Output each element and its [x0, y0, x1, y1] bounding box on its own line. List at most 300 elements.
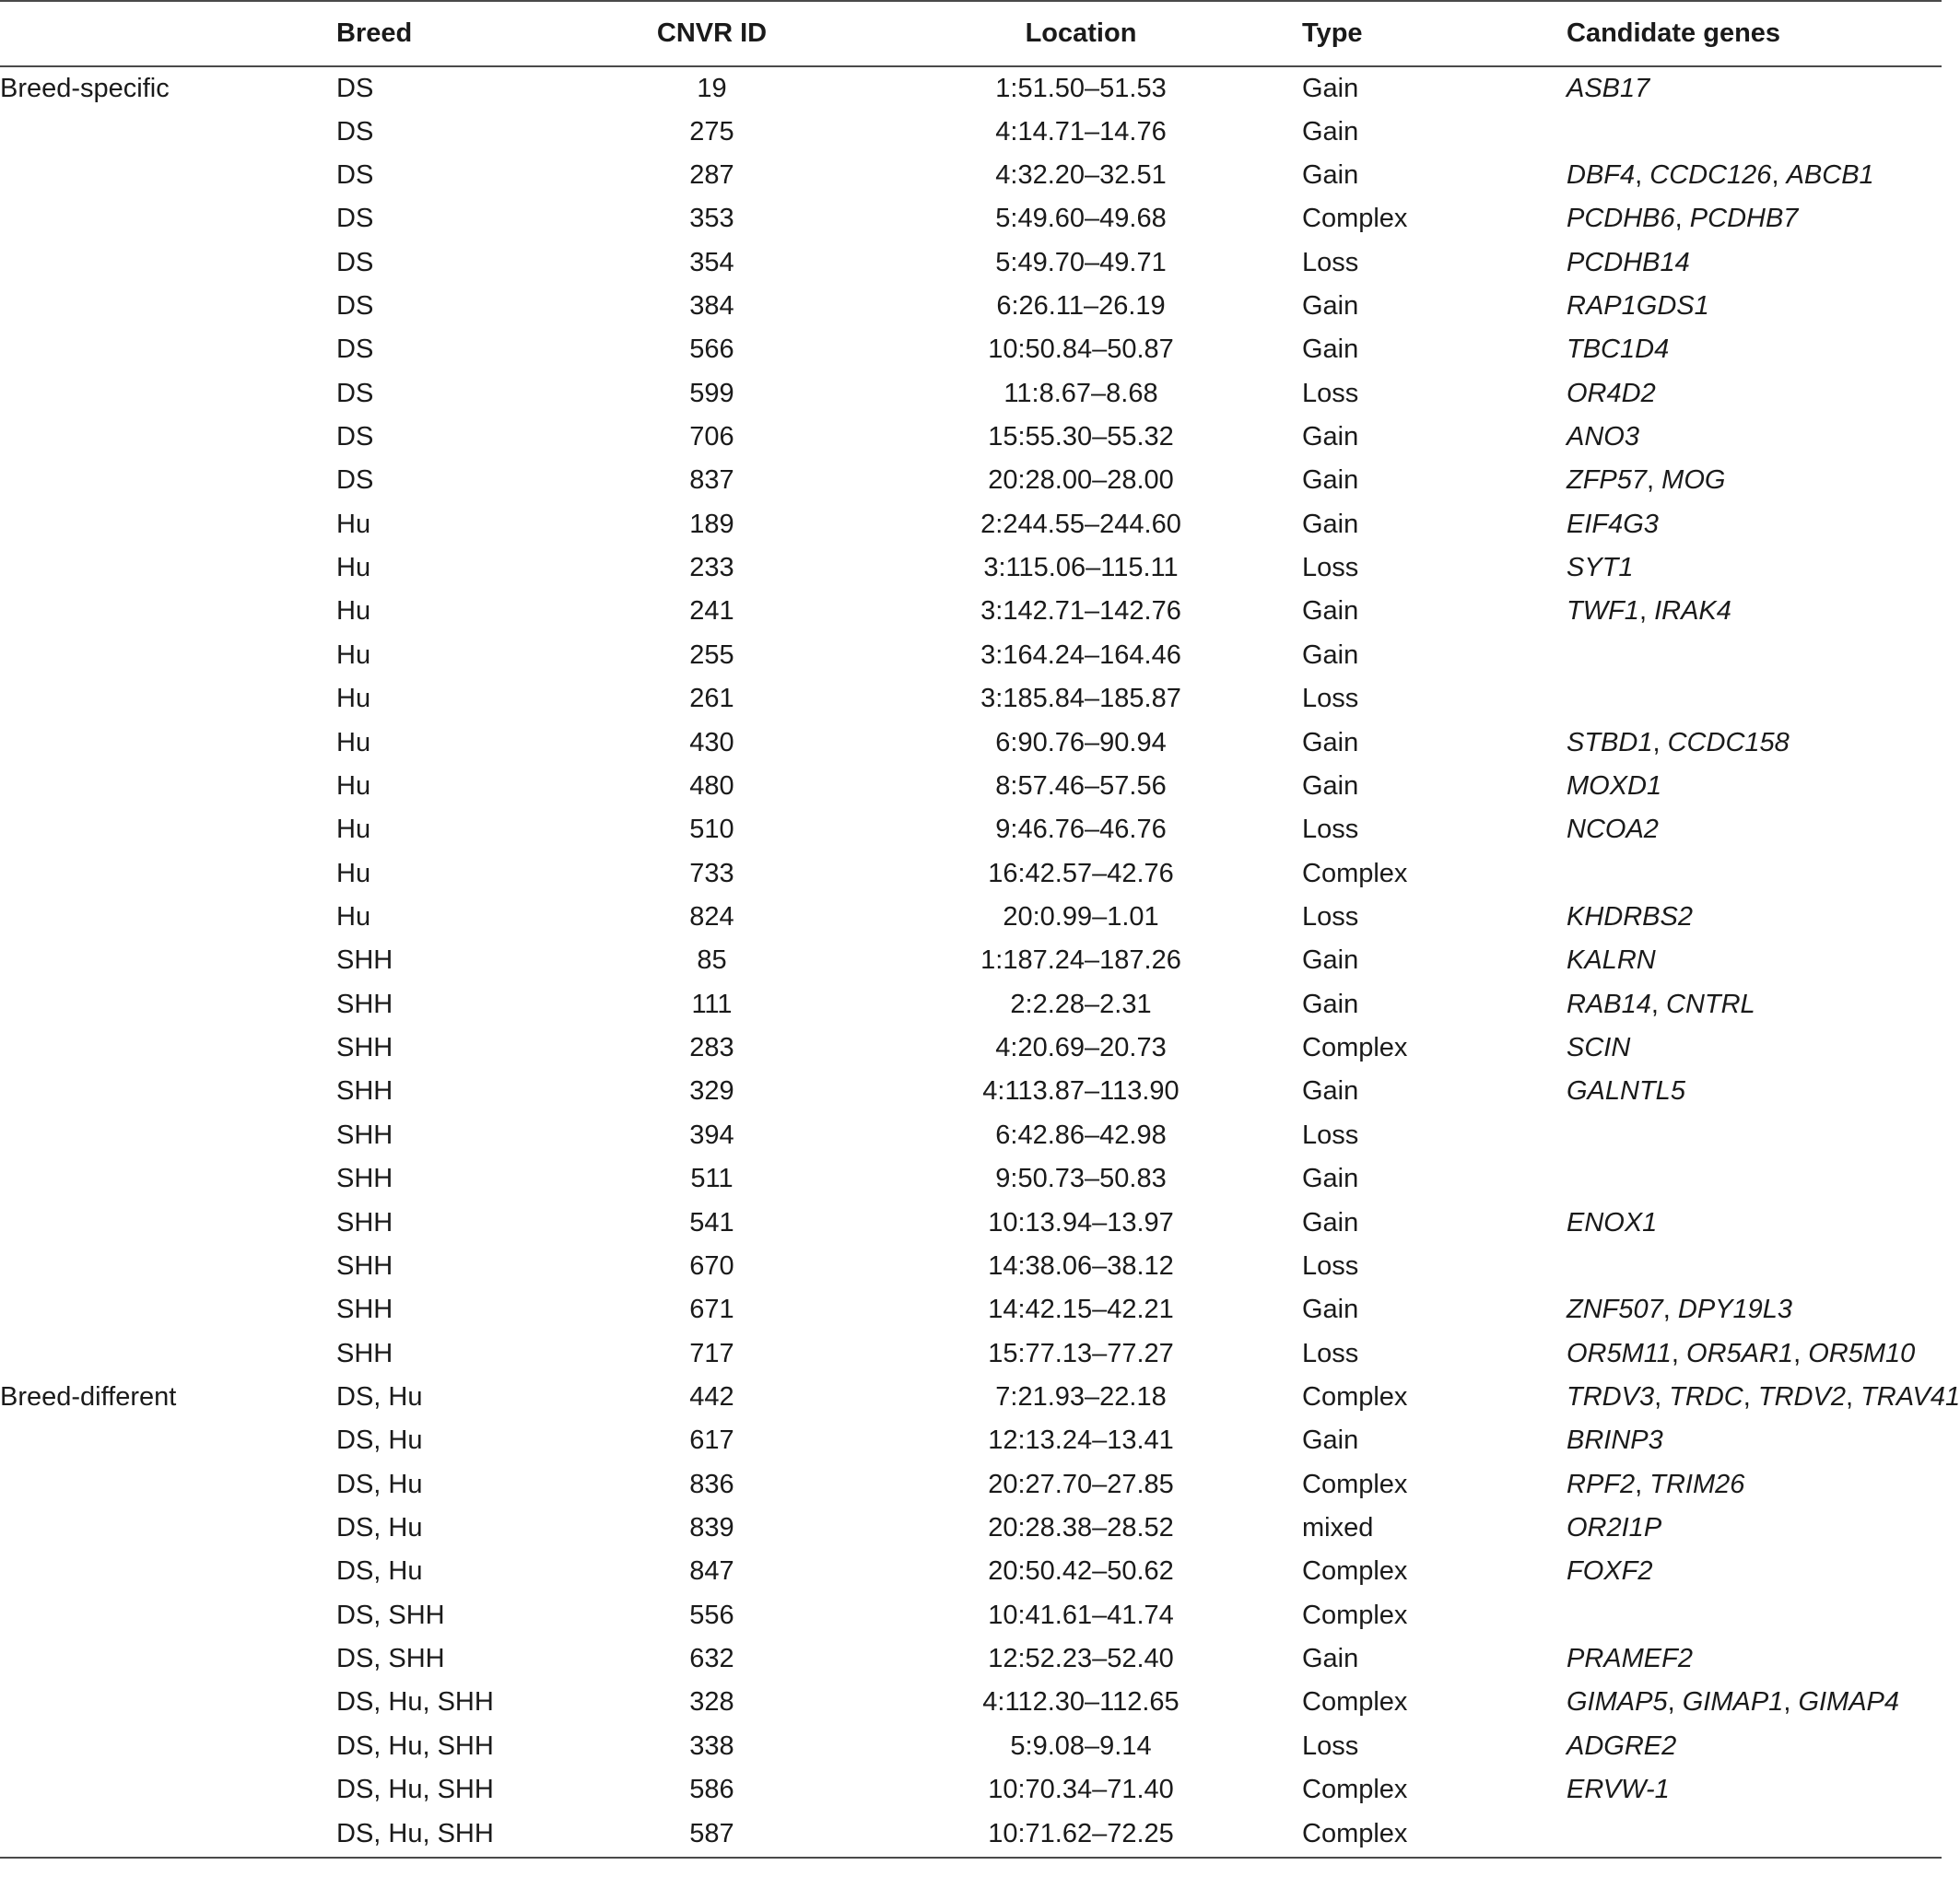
location-cell: 10:50.84–50.87	[988, 334, 1174, 365]
candidate-genes-cell	[1567, 939, 1942, 982]
candidate-genes-cell	[1567, 634, 1942, 677]
table-row	[0, 1550, 1942, 1593]
cnvr-id-cell: 233	[689, 553, 734, 583]
table-row	[0, 1331, 1942, 1375]
location-cell: 4:32.20–32.51	[995, 159, 1167, 190]
type-cell: Complex	[1302, 1812, 1567, 1858]
gene-separator: ,	[1667, 1687, 1683, 1718]
group-cell	[0, 240, 336, 284]
candidate-genes-cell	[1567, 1550, 1942, 1593]
group-cell	[0, 285, 336, 328]
type-cell: Gain	[1302, 290, 1359, 321]
group-cell	[0, 197, 336, 240]
candidate-genes-cell	[1567, 896, 1942, 939]
gene-name: ERVW-1	[1567, 1775, 1670, 1805]
cnvr-id-cell: 329	[689, 1076, 734, 1107]
gene-name: NCOA2	[1567, 815, 1659, 845]
cnvr-id-cell: 599	[689, 378, 734, 408]
gene-name: OR5AR1	[1686, 1338, 1794, 1368]
breed-cell: Hu	[336, 553, 371, 583]
location-cell: 20:27.70–27.85	[988, 1469, 1174, 1499]
group-cell	[0, 634, 336, 677]
cnvr-id-cell: 384	[689, 290, 734, 321]
gene-name: RAB14	[1567, 989, 1651, 1019]
cnvr-id-cell: 480	[689, 770, 734, 801]
location-cell: 3:142.71–142.76	[980, 596, 1181, 627]
location-cell: 7:21.93–22.18	[995, 1381, 1167, 1412]
header-breed: Breed	[336, 1, 564, 66]
gene-name: MOG	[1661, 465, 1726, 496]
table-row	[0, 110, 1942, 153]
location-cell: 4:14.71–14.76	[995, 116, 1167, 147]
group-cell	[0, 721, 336, 764]
cnvr-id-cell: 85	[697, 945, 727, 976]
location-cell: 1:187.24–187.26	[980, 945, 1181, 976]
table-row	[0, 66, 1942, 110]
location-cell: 5:9.08–9.14	[1010, 1730, 1152, 1761]
table-row	[0, 765, 1942, 808]
candidate-genes-cell	[1567, 1725, 1942, 1768]
candidate-genes-cell	[1567, 677, 1942, 721]
location-cell: 5:49.70–49.71	[995, 247, 1167, 277]
type-cell: Complex	[1302, 1600, 1408, 1630]
type-cell: Gain	[1302, 596, 1359, 627]
table-row	[0, 416, 1942, 459]
gene-name: OR4D2	[1567, 378, 1656, 408]
location-cell: 14:42.15–42.21	[988, 1295, 1174, 1325]
candidate-genes-cell	[1567, 1114, 1942, 1157]
candidate-genes-cell	[1567, 765, 1942, 808]
type-cell: Loss	[1302, 378, 1359, 408]
type-cell: Gain	[1302, 1076, 1359, 1107]
cnvr-id-cell: 19	[697, 73, 727, 103]
gene-name: OR5M11	[1567, 1338, 1672, 1368]
cnvr-id-cell: 632	[689, 1644, 734, 1674]
group-cell	[0, 1114, 336, 1157]
candidate-genes-cell	[1567, 459, 1942, 502]
gene-name: KHDRBS2	[1567, 902, 1693, 932]
table-row	[0, 459, 1942, 502]
group-cell	[0, 1463, 336, 1507]
cnvr-id-cell: 566	[689, 334, 734, 365]
type-cell: Loss	[1302, 553, 1359, 583]
type-cell: Gain	[1302, 334, 1359, 365]
breed-cell: DS, Hu	[336, 1469, 423, 1499]
gene-name: PCDHB14	[1567, 247, 1690, 277]
candidate-genes-cell	[1567, 1768, 1942, 1812]
gene-name: TRDV3	[1567, 1381, 1655, 1412]
cnvr-id-cell: 847	[689, 1556, 734, 1587]
location-cell: 1:51.50–51.53	[995, 73, 1167, 103]
location-cell: 10:71.62–72.25	[860, 1812, 1302, 1858]
candidate-genes-cell	[1567, 197, 1942, 240]
table-row	[0, 372, 1942, 416]
cnvr-id-cell: 839	[689, 1513, 734, 1543]
gene-name: DBF4	[1567, 159, 1636, 190]
table-row	[0, 1026, 1942, 1070]
cnvr-id-cell: 255	[689, 639, 734, 670]
gene-separator: ,	[1783, 1687, 1799, 1718]
cnvr-id-cell: 189	[689, 509, 734, 539]
location-cell: 9:46.76–46.76	[995, 815, 1167, 845]
type-cell: mixed	[1302, 1513, 1374, 1543]
gene-name: FOXF2	[1567, 1556, 1653, 1587]
cnvr-id-cell: 394	[689, 1120, 734, 1150]
location-cell: 20:50.42–50.62	[988, 1556, 1174, 1587]
table-row	[0, 939, 1942, 982]
candidate-genes-cell	[1567, 1288, 1942, 1331]
cnvr-id-cell: 354	[689, 247, 734, 277]
table-row	[0, 590, 1942, 633]
gene-separator: ,	[1845, 1381, 1861, 1412]
location-cell: 10:41.61–41.74	[988, 1600, 1174, 1630]
breed-cell: DS, SHH	[336, 1600, 445, 1630]
location-cell: 11:8.67–8.68	[1003, 378, 1158, 408]
group-cell	[0, 939, 336, 982]
breed-cell: DS, Hu	[336, 1425, 423, 1456]
table-row	[0, 240, 1942, 284]
cnvr-id-cell: 586	[689, 1775, 734, 1805]
cnvr-id-cell: 670	[689, 1250, 734, 1281]
cnvr-id-cell: 587	[564, 1812, 860, 1858]
location-cell: 4:20.69–20.73	[995, 1033, 1167, 1063]
group-cell	[0, 765, 336, 808]
type-cell: Loss	[1302, 247, 1359, 277]
candidate-genes-cell	[1567, 154, 1942, 197]
table-row	[0, 285, 1942, 328]
table-row	[0, 154, 1942, 197]
table-row	[0, 1070, 1942, 1113]
gene-separator: ,	[1638, 596, 1655, 627]
gene-name: TRIM26	[1649, 1469, 1745, 1499]
gene-name: GALNTL5	[1567, 1076, 1685, 1107]
gene-name: CNTRL	[1666, 989, 1755, 1019]
gene-separator: ,	[1647, 465, 1662, 496]
gene-name: TRDV2	[1757, 1381, 1846, 1412]
type-cell: Loss	[1302, 684, 1359, 714]
location-cell: 20:28.38–28.52	[988, 1513, 1174, 1543]
candidate-genes-cell	[1567, 328, 1942, 371]
gene-separator: ,	[1771, 159, 1787, 190]
table-row	[0, 1681, 1942, 1724]
type-cell: Gain	[1302, 770, 1359, 801]
group-cell	[0, 851, 336, 895]
location-cell: 6:90.76–90.94	[995, 727, 1167, 757]
group-cell	[0, 590, 336, 633]
group-cell	[0, 896, 336, 939]
gene-name: SYT1	[1567, 553, 1634, 583]
table-header	[0, 1, 1942, 66]
cnvr-id-cell: 837	[689, 465, 734, 496]
breed-cell: DS	[336, 422, 374, 452]
group-cell	[0, 1331, 336, 1375]
gene-name: OR5M10	[1808, 1338, 1916, 1368]
location-cell: 10:13.94–13.97	[988, 1207, 1174, 1238]
group-cell	[0, 459, 336, 502]
cnvr-id-cell: 717	[689, 1338, 734, 1368]
gene-name: TWF1	[1567, 596, 1639, 627]
gene-name: TRDC	[1669, 1381, 1743, 1412]
type-cell: Gain	[1302, 465, 1359, 496]
table-row	[0, 1507, 1942, 1550]
gene-name: ADGRE2	[1567, 1730, 1677, 1761]
gene-name: RPF2	[1567, 1469, 1636, 1499]
cnvr-id-cell: 541	[689, 1207, 734, 1238]
gene-name: SCIN	[1567, 1033, 1631, 1063]
type-cell: Complex	[1302, 1687, 1408, 1718]
gene-separator: ,	[1635, 159, 1650, 190]
gene-separator: ,	[1654, 1381, 1670, 1412]
cnvr-id-cell: 353	[689, 204, 734, 234]
gene-name: ENOX1	[1567, 1207, 1658, 1238]
table-row	[0, 546, 1942, 590]
breed-cell: SHH	[336, 989, 393, 1019]
candidate-genes-cell	[1567, 1070, 1942, 1113]
gene-separator: ,	[1635, 1469, 1650, 1499]
group-cell: Breed-specific	[0, 73, 170, 103]
breed-cell: DS	[336, 116, 374, 147]
cnvr-id-cell: 328	[689, 1687, 734, 1718]
gene-separator: ,	[1671, 1338, 1687, 1368]
cnvr-id-cell: 241	[689, 596, 734, 627]
location-cell: 5:49.60–49.68	[995, 204, 1167, 234]
table-row	[0, 1245, 1942, 1288]
gene-name: MOXD1	[1567, 770, 1662, 801]
gene-separator: ,	[1793, 1338, 1809, 1368]
gene-name: STBD1	[1567, 727, 1653, 757]
group-cell	[0, 1812, 336, 1858]
candidate-genes-cell	[1567, 851, 1942, 895]
cnvr-id-cell: 824	[689, 902, 734, 932]
table-row	[0, 1288, 1942, 1331]
cnvr-id-cell: 511	[690, 1164, 734, 1194]
gene-name: ZFP57	[1567, 465, 1648, 496]
location-cell: 20:0.99–1.01	[1003, 902, 1159, 932]
location-cell: 4:112.30–112.65	[982, 1687, 1180, 1718]
type-cell: Complex	[1302, 204, 1408, 234]
location-cell: 10:70.34–71.40	[988, 1775, 1174, 1805]
cnvr-id-cell: 836	[689, 1469, 734, 1499]
candidate-genes-cell	[1567, 808, 1942, 851]
cnvr-id-cell: 261	[689, 684, 734, 714]
group-cell	[0, 1245, 336, 1288]
gene-name: GIMAP5	[1567, 1687, 1668, 1718]
table-row	[0, 197, 1942, 240]
gene-name: ANO3	[1567, 422, 1639, 452]
cnvr-id-cell: 706	[689, 422, 734, 452]
type-cell: Loss	[1302, 1338, 1359, 1368]
candidate-genes-cell	[1567, 1201, 1942, 1244]
candidate-genes-cell	[1567, 1681, 1942, 1724]
gene-name: CCDC126	[1649, 159, 1772, 190]
breed-cell: SHH	[336, 945, 393, 976]
gene-name: PCDHB7	[1689, 204, 1799, 234]
group-cell	[0, 677, 336, 721]
candidate-genes-cell	[1567, 1026, 1942, 1070]
gene-separator: ,	[1650, 989, 1667, 1019]
breed-cell: SHH	[336, 1338, 393, 1368]
group-cell	[0, 1157, 336, 1201]
gene-separator: ,	[1743, 1381, 1758, 1412]
header-row	[0, 1, 1942, 66]
group-cell	[0, 328, 336, 371]
table-row	[0, 896, 1942, 939]
breed-cell: DS	[336, 378, 374, 408]
cnvr-id-cell: 556	[689, 1600, 734, 1630]
type-cell: Complex	[1302, 1469, 1408, 1499]
breed-cell: Hu	[336, 815, 371, 845]
table-row	[0, 983, 1942, 1026]
header-location: Location	[860, 1, 1302, 66]
group-cell	[0, 154, 336, 197]
location-cell: 2:244.55–244.60	[980, 509, 1181, 539]
type-cell: Gain	[1302, 159, 1359, 190]
header-group	[0, 1, 336, 66]
gene-name: GIMAP1	[1682, 1687, 1784, 1718]
candidate-genes-cell	[1567, 1637, 1942, 1681]
group-cell	[0, 546, 336, 590]
gene-name: PRAMEF2	[1567, 1644, 1693, 1674]
gene-name: RAP1GDS1	[1567, 290, 1709, 321]
group-cell	[0, 1070, 336, 1113]
group-cell	[0, 1201, 336, 1244]
table-row	[0, 1637, 1942, 1681]
type-cell: Gain	[1302, 116, 1359, 147]
cnvr-id-cell: 671	[689, 1295, 734, 1325]
candidate-genes-cell	[1567, 1376, 1960, 1419]
gene-name: KALRN	[1567, 945, 1656, 976]
breed-cell: Hu	[336, 509, 371, 539]
location-cell: 2:2.28–2.31	[1010, 989, 1152, 1019]
gene-name: ZNF507	[1567, 1295, 1663, 1325]
type-cell: Complex	[1302, 1775, 1408, 1805]
gene-name: DPY19L3	[1677, 1295, 1793, 1325]
breed-cell: DS, SHH	[336, 1644, 445, 1674]
location-cell: 9:50.73–50.83	[995, 1164, 1167, 1194]
type-cell: Gain	[1302, 1644, 1359, 1674]
location-cell: 6:42.86–42.98	[995, 1120, 1167, 1150]
cnvr-id-cell: 287	[689, 159, 734, 190]
breed-cell: SHH	[336, 1033, 393, 1063]
type-cell: Complex	[1302, 1556, 1408, 1587]
breed-cell: Hu	[336, 858, 371, 888]
table-row	[0, 677, 1942, 721]
breed-cell: DS, Hu	[336, 1556, 423, 1587]
candidate-genes-cell	[1567, 983, 1942, 1026]
candidate-genes-cell	[1567, 1245, 1942, 1288]
candidate-genes-cell	[1567, 1463, 1942, 1507]
location-cell: 12:52.23–52.40	[988, 1644, 1174, 1674]
candidate-genes-cell	[1567, 1594, 1942, 1637]
breed-cell: DS	[336, 204, 374, 234]
breed-cell: SHH	[336, 1295, 393, 1325]
cnvr-id-cell: 430	[689, 727, 734, 757]
candidate-genes-cell	[1567, 110, 1942, 153]
group-cell: Breed-different	[0, 1381, 177, 1412]
table-row	[0, 1376, 1942, 1419]
cnvr-id-cell: 617	[689, 1425, 734, 1456]
breed-cell: SHH	[336, 1120, 393, 1150]
group-cell	[0, 110, 336, 153]
table-body	[0, 66, 1960, 1858]
group-cell	[0, 416, 336, 459]
type-cell: Gain	[1302, 1295, 1359, 1325]
type-cell: Gain	[1302, 727, 1359, 757]
group-cell	[0, 1725, 336, 1768]
type-cell: Gain	[1302, 989, 1359, 1019]
location-cell: 3:164.24–164.46	[980, 639, 1181, 670]
location-cell: 20:28.00–28.00	[988, 465, 1174, 496]
breed-cell: SHH	[336, 1164, 393, 1194]
type-cell: Gain	[1302, 1425, 1359, 1456]
table-row	[0, 1419, 1942, 1462]
type-cell: Loss	[1302, 815, 1359, 845]
gene-name: GIMAP4	[1798, 1687, 1900, 1718]
table-row	[0, 1812, 1942, 1858]
breed-cell: DS, Hu, SHH	[336, 1730, 494, 1761]
gene-name: TBC1D4	[1567, 334, 1670, 365]
candidate-genes-cell	[1567, 1812, 1942, 1858]
table-row	[0, 503, 1942, 546]
location-cell: 15:77.13–77.27	[988, 1338, 1174, 1368]
type-cell: Loss	[1302, 1730, 1359, 1761]
header-type: Type	[1302, 1, 1567, 66]
group-cell	[0, 808, 336, 851]
breed-cell: DS	[336, 159, 374, 190]
group-cell	[0, 372, 336, 416]
candidate-genes-cell	[1567, 1157, 1942, 1201]
gene-name: BRINP3	[1567, 1425, 1663, 1456]
breed-cell: Hu	[336, 727, 371, 757]
group-cell	[0, 1768, 336, 1812]
breed-cell: DS, Hu, SHH	[336, 1687, 494, 1718]
cnvr-id-cell: 442	[689, 1381, 734, 1412]
cnvr-id-cell: 338	[689, 1730, 734, 1761]
breed-cell: SHH	[336, 1207, 393, 1238]
group-cell	[0, 1681, 336, 1724]
location-cell: 14:38.06–38.12	[988, 1250, 1174, 1281]
breed-cell: DS, Hu, SHH	[336, 1812, 564, 1858]
gene-separator: ,	[1674, 204, 1690, 234]
type-cell: Loss	[1302, 1120, 1359, 1150]
type-cell: Gain	[1302, 945, 1359, 976]
type-cell: Gain	[1302, 509, 1359, 539]
table-row	[0, 851, 1942, 895]
breed-cell: DS	[336, 334, 374, 365]
type-cell: Gain	[1302, 639, 1359, 670]
candidate-genes-cell	[1567, 546, 1942, 590]
group-cell	[0, 1507, 336, 1550]
group-cell	[0, 1594, 336, 1637]
location-cell: 4:113.87–113.90	[982, 1076, 1180, 1107]
breed-cell: Hu	[336, 684, 371, 714]
gene-name: EIF4G3	[1567, 509, 1659, 539]
cnvr-id-cell: 275	[689, 116, 734, 147]
candidate-genes-cell	[1567, 66, 1942, 110]
breed-cell: DS, Hu	[336, 1381, 423, 1412]
group-cell	[0, 1637, 336, 1681]
group-cell	[0, 503, 336, 546]
location-cell: 6:26.11–26.19	[996, 290, 1166, 321]
gene-separator: ,	[1652, 727, 1668, 757]
breed-cell: SHH	[336, 1250, 393, 1281]
gene-separator: ,	[1662, 1295, 1678, 1325]
breed-cell: DS, Hu	[336, 1513, 423, 1543]
table-row	[0, 1725, 1942, 1768]
group-cell	[0, 1419, 336, 1462]
candidate-genes-cell	[1567, 1507, 1942, 1550]
table-row	[0, 1201, 1942, 1244]
